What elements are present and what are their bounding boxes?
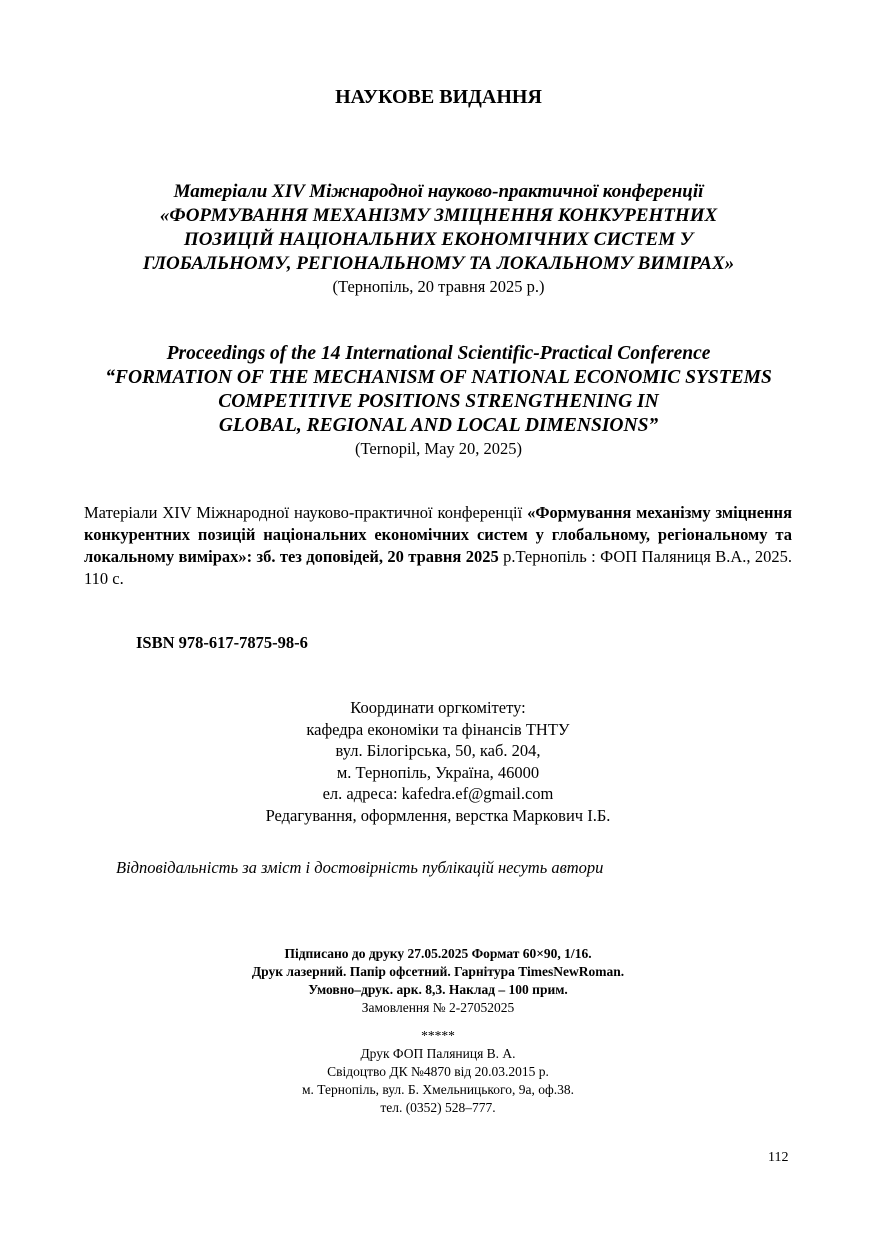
responsibility-note: Відповідальність за зміст і достовірність публікацій несуть автори <box>116 858 604 877</box>
committee-contacts <box>200 697 676 826</box>
printer-line-4: тел. (0352) 528–777. <box>380 1100 496 1115</box>
citation-bold: «Формування механізму зміцнення конкурентних позицій національних економічних систем у глобальному, регіональному та локальному вимірах»: зб. тез доповідей, 20 травня 2025 <box>84 503 792 566</box>
contacts-line-2: кафедра економіки та фінансів ТНТУ <box>306 719 570 739</box>
ua-title-line-3: ПОЗИЦІЙ НАЦІОНАЛЬНИХ ЕКОНОМІЧНИХ СИСТЕМ У <box>183 229 694 250</box>
contacts-line-3: вул. Білогірська, 50, каб. 204, <box>335 741 541 760</box>
isbn: ISBN 978-617-7875-98-6 <box>136 633 308 652</box>
imprint-separator: ***** <box>421 1028 455 1043</box>
en-title-line-1: Proceedings of the 14 International Scientific-Practical Conference <box>166 343 711 364</box>
ua-title-line-1-italic: Матеріали XIV <box>173 181 310 202</box>
imprint-line-1: Підписано до друку 27.05.2025 Формат 60×90, 1/16. <box>284 946 592 961</box>
ua-place-date: (Тернопіль, 20 травня 2025 р.) <box>332 277 545 296</box>
ukrainian-title-block <box>60 180 817 298</box>
printer-line-1: Друк ФОП Паляниця В. А. <box>360 1046 516 1061</box>
en-title-line-3: COMPETITIVE POSITIONS STRENGTHENING IN <box>218 391 659 412</box>
contacts-email: ел. адреса: kafedra.ef@gmail.com <box>322 784 554 803</box>
imprint-block <box>180 945 696 1117</box>
ua-title-line-1 <box>60 180 817 204</box>
citation-plain-1: Матеріали XIV Міжнародної науково-практичної конференції <box>84 503 528 522</box>
en-title-line-2: “FORMATION OF THE MECHANISM OF NATIONAL ECONOMIC SYSTEMS <box>105 367 772 388</box>
page-heading: НАУКОВЕ ВИДАННЯ <box>335 86 542 108</box>
printer-info <box>180 1045 696 1117</box>
ua-title-line-1-bold: Міжнародної науково-практичної конференції <box>309 181 704 202</box>
imprint-order: Замовлення № 2-27052025 <box>361 1000 515 1015</box>
en-title-line-4: GLOBAL, REGIONAL AND LOCAL DIMENSIONS” <box>218 415 659 436</box>
printer-line-3: м. Тернопіль, вул. Б. Хмельницького, 9а, оф.38. <box>302 1082 574 1097</box>
english-title-block <box>60 342 817 460</box>
bibliographic-citation <box>84 502 792 590</box>
contacts-line-1: Координати оргкомітету: <box>350 698 526 717</box>
ua-title-line-4: ГЛОБАЛЬНОМУ, РЕГІОНАЛЬНОМУ ТА ЛОКАЛЬНОМУ ВИМІРАХ» <box>142 253 735 274</box>
ua-title-line-2: «ФОРМУВАННЯ МЕХАНІЗМУ ЗМІЦНЕННЯ КОНКУРЕНТНИХ <box>159 205 718 226</box>
page-number: 112 <box>768 1150 789 1165</box>
en-place-date: (Ternopil, May 20, 2025) <box>354 439 523 458</box>
contacts-editor: Редагування, оформлення, верстка Маркович І.Б. <box>265 805 611 825</box>
citation-plain-2: р.Тернопіль : ФОП Паляниця В.А., 2025. 110 с. <box>84 547 792 588</box>
printer-line-2: Свідоцтво ДК №4870 від 20.03.2015 р. <box>327 1064 549 1079</box>
imprint-line-3: Умовно–друк. арк. 8,3. Наклад – 100 прим. <box>308 982 568 997</box>
contacts-line-4: м. Тернопіль, Україна, 46000 <box>336 762 540 782</box>
imprint-line-2: Друк лазерний. Папір офсетний. Гарнітура TimesNewRoman. <box>251 964 625 979</box>
